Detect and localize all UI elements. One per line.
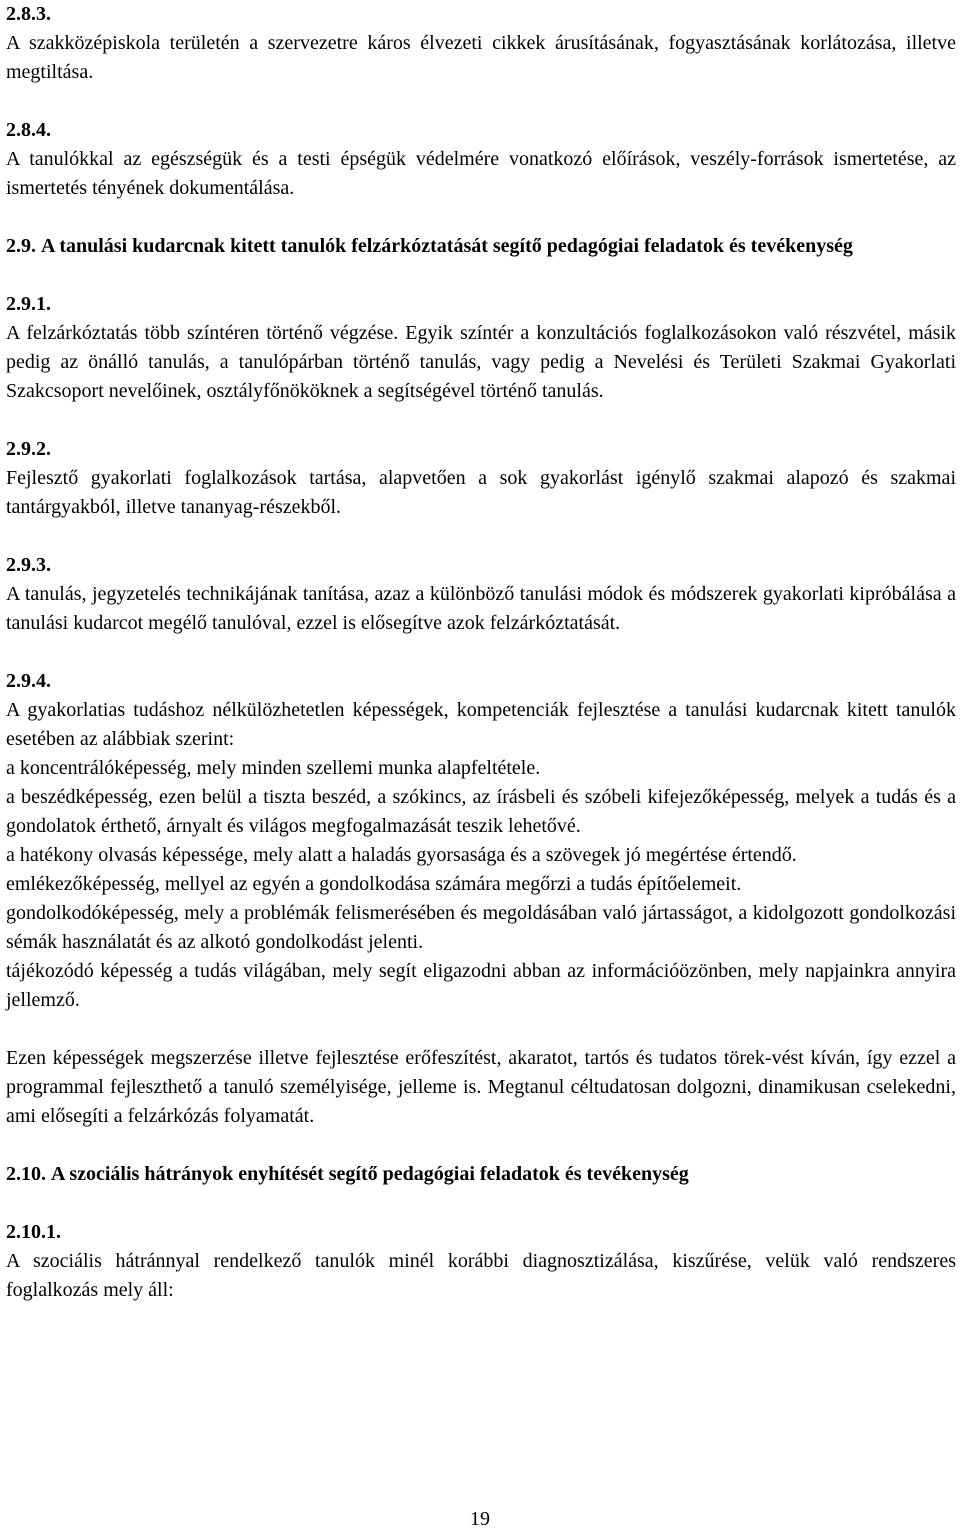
section-number: 2.9.4. <box>6 670 51 692</box>
section-text: Fejlesztő gyakorlati foglalkozások tartása, alapvetően a sok gyakorlást igénylő szakmai alapozó és szakmai tantárgyakból, illetve tananyag-részekből. <box>6 467 956 518</box>
document-page <box>6 0 956 1305</box>
section-2-9-2 <box>6 435 956 522</box>
list-item: a beszédképesség, ezen belül a tiszta beszéd, a szókincs, az írásbeli és szóbeli kifejezőképesség, melyek a tudás és a gondolatok érthető, árnyalt és világos megfogalmazását teszik lehetővé. <box>6 786 956 837</box>
section-heading-2-9 <box>6 232 956 261</box>
list-item: emlékezőképesség, mellyel az egyén a gondolkodása számára megőrzi a tudás építőelemeit. <box>6 873 742 895</box>
section-2-9-3 <box>6 551 956 638</box>
list-item: tájékozódó képesség a tudás világában, mely segít eligazodni abban az információözönben, mely napjainkra annyira jellemző. <box>6 960 956 1011</box>
section-text: A szociális hátránnyal rendelkező tanulók minél korábbi diagnosztizálása, kiszűrése, velük való rendszeres foglalkozás mely áll: <box>6 1250 956 1301</box>
list-item: gondolkodóképesség, mely a problémák felismerésében és megoldásában való jártasságot, a kidolgozott gondolkozási sémák használatát és az alkotó gondolkodást jelenti. <box>6 902 956 953</box>
heading-title: A szociális hátrányok enyhítését segítő pedagógiai feladatok és tevékenység <box>51 1163 689 1185</box>
section-2-9-1 <box>6 290 956 406</box>
section-intro: A gyakorlatias tudáshoz nélkülözhetetlen képességek, kompetenciák fejlesztése a tanulási kudarcnak kitett tanulók esetében az alábbiak szerint: <box>6 699 956 750</box>
heading-number: 2.9. <box>6 235 36 257</box>
heading-title: A tanulási kudarcnak kitett tanulók felzárkóztatását segítő pedagógiai feladatok és tevékenység <box>41 235 853 257</box>
section-number: 2.9.2. <box>6 438 51 460</box>
section-2-10-1 <box>6 1218 956 1305</box>
section-text: A tanulás, jegyzetelés technikájának tanítása, azaz a különböző tanulási módok és módszerek gyakorlati kipróbálása a tanulási kudarcot megélő tanulóval, ezzel is elősegítve azok felzárkóztatását. <box>6 583 956 634</box>
section-text: A tanulókkal az egészségük és a testi épségük védelmére vonatkozó előírások, veszély-források ismertetése, az ismertetés tényének dokumentálása. <box>6 148 956 199</box>
section-number: 2.9.1. <box>6 293 51 315</box>
section-closing: Ezen képességek megszerzése illetve fejlesztése erőfeszítést, akaratot, tartós és tudatos törek-vést kíván, így ezzel a programmal fejleszthető a tanuló személyisége, jelleme is. Megtanul céltudatosan dolgozni, dinamikusan cselekedni, ami elősegíti a felzárkózás folyamatát. <box>6 1047 956 1127</box>
section-number: 2.9.3. <box>6 554 51 576</box>
list-item: a hatékony olvasás képessége, mely alatt a haladás gyorsasága és a szövegek jó megértése értendő. <box>6 844 797 866</box>
section-2-8-3 <box>6 0 956 87</box>
section-text: A szakközépiskola területén a szervezetre káros élvezeti cikkek árusításának, fogyasztásának korlátozása, illetve megtiltása. <box>6 32 956 83</box>
section-2-8-4 <box>6 116 956 203</box>
section-number: 2.8.3. <box>6 3 51 25</box>
heading-number: 2.10. <box>6 1163 46 1185</box>
section-text: A felzárkóztatás több színtéren történő végzése. Egyik színtér a konzultációs foglalkozásokon való részvétel, másik pedig az önálló tanulás, a tanulópárban történő tanulás, vagy pedig a Nevelési és Területi Szakmai Gyakorlati Szakcsoport nevelőinek, osztályfőnököknek a segítségével történő tanulás. <box>6 322 956 402</box>
page-number: 19 <box>470 1508 490 1530</box>
section-2-9-4 <box>6 667 956 1131</box>
section-heading-2-10 <box>6 1160 956 1189</box>
list-item: a koncentrálóképesség, mely minden szellemi munka alapfeltétele. <box>6 757 541 779</box>
section-number: 2.8.4. <box>6 119 51 141</box>
section-number: 2.10.1. <box>6 1221 61 1243</box>
